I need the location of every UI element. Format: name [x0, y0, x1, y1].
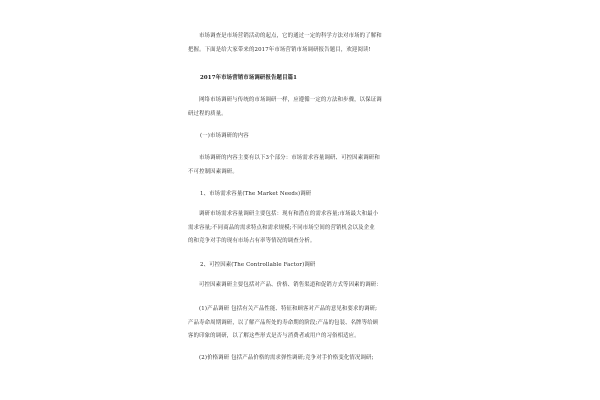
paragraph-2-line-1: 市场调研的内容主要有以下3个部分：市场需求容量调研、可控因素调研和: [199, 155, 380, 161]
paragraph-5-line-2: 产品寿命周期调研，以了解产品所处的寿命期的阶段;产品的包装、名牌等给顾: [188, 319, 379, 326]
paragraph-6-line-1: (2)价格调研 包括产品价格的需求弹性调研;竞争对手价格变化情况调研;: [199, 355, 374, 361]
paragraph-4: [188, 279, 428, 293]
paragraph-1: [188, 94, 428, 121]
paragraph-3-line-1: 调研市场需求容量调研主要包括：现有和潜在的需求容量;市场最大和最小: [199, 211, 379, 217]
paragraph-2-line-2: 不可控制因素调研。: [188, 168, 238, 175]
paragraph-3-line-3: 的和竞争对手的现有市场占有率等情况的调查分析。: [188, 238, 316, 244]
paragraph-2: [188, 152, 428, 179]
intro-line-2: 把握。下面是给大家带来的2017年市场营销市场调研报告题目，欢迎阅读!: [188, 46, 371, 53]
subheading-1: 1、市场需求容量(The Market Needs)调研: [200, 191, 312, 197]
intro-line-1: 市场调查是市场营销活动的起点，它的通过一定的科学方法对市场的了解和: [199, 33, 382, 39]
paragraph-5-line-3: 客的印象的调研，以了解这些形式是否与消费者或用户的习俗相适应。: [188, 333, 360, 339]
paragraph-6: [188, 352, 428, 366]
paragraph-3: [188, 208, 428, 249]
subheading-2: 2、可控因素(The Controllable Factor)调研: [200, 262, 316, 268]
section-heading-1: (一)市场调研的内容: [200, 133, 249, 139]
paragraph-3-line-2: 需求容量;不同商品的需求特点和需求规模;不同市场空间的营销机会以及企业: [188, 224, 375, 231]
document-title: 2017年市场营销市场调研报告题目篇1: [200, 75, 298, 81]
paragraph-1-line-2: 研过程的质量。: [188, 110, 227, 117]
intro-paragraph: [188, 30, 428, 57]
paragraph-5: [188, 303, 428, 344]
paragraph-5-line-1: (1)产品调研 包括有关产品性能、特征和顾客对产品的意见和要求的调研;: [199, 306, 378, 312]
paragraph-1-line-1: 网络市场调研与传统的市场调研一样，应遵循一定的方法和步骤，以保证调: [199, 97, 382, 103]
paragraph-4-line-1: 可控因素调研主要包括对产品、价格、销售渠道和促销方式等因素的调研：: [199, 282, 382, 288]
